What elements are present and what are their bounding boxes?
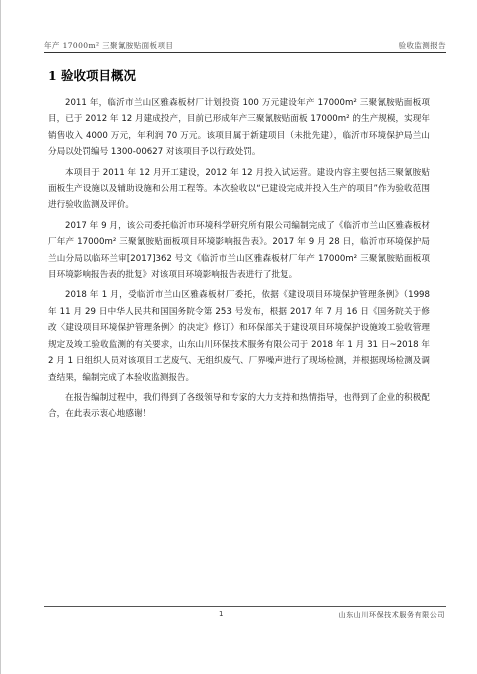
paragraph: 本项目于 2011 年 12 月开工建设，2012 年 12 月投入试运营。建设内容主要包括三聚氰胺贴面板生产设施以及辅助设施和公用工程等。本次验收以“已建设完成并投入生产的项目”作为验收范围进行验收监测及评价。 bbox=[48, 167, 430, 211]
footer-divider bbox=[44, 606, 446, 607]
body-text bbox=[48, 95, 430, 427]
paragraph: 2018 年 1 月，受临沂市兰山区雅森板材厂委托，依据《建设项目环境保护管理条例》（1998 年 11 月 29 日中华人民共和国国务院令第 253 号发布，根据 2017 年 7 月 16 日《国务院关于修改〈建设项目环境保护管理条例〉的决定》修订）和环保部关于建设项目环境保护设施竣工验收管理规定及竣工验收监测的有关要求，山东山川环保技术服务有限公司于 2018 年 1 月 31 日~2018 年 2 月 1 日组织人员对该项目工艺废气、无组织废气、厂界噪声进行了现场检测，并根据现场检测及调查结果，编制完成了本验收监测报告。 bbox=[48, 290, 430, 383]
page-number: 1 bbox=[219, 610, 224, 618]
section-title: 1 验收项目概况 bbox=[48, 68, 137, 83]
paragraph: 2011 年，临沂市兰山区雅森板材厂计划投资 100 万元建设年产 17000m² 三聚氰胺贴面板项目，已于 2012 年 12 月建成投产，目前已形成年产三聚氰胺贴面板 17000m² 的生产规模，实现年销售收入 4000 万元，年利润 70 万元。该项目属于新建项目（未批先建），临沂市环境保护局兰山分局以处罚编号 1300-00627 对该项目予以行政处罚。 bbox=[48, 98, 430, 158]
paragraph: 2017 年 9 月，该公司委托临沂市环境科学研究所有限公司编制完成了《临沂市兰山区雅森板材厂年产 17000m² 三聚氰胺贴面板项目环境影响报告表》。2017 年 9 月 28 日，临沂市环境保护局兰山分局以临环兰审[2017]362 号文《临沂市兰山区雅森板材厂年产 17000m² 三聚氰胺贴面板项目环境影响报告表的批复》对该项目环境影响报告表进行了批复。 bbox=[48, 220, 430, 281]
header-report-type: 验收监测报告 bbox=[398, 41, 446, 50]
page-header bbox=[44, 38, 446, 53]
header-project-name: 年产 17000m² 三聚氰胺贴面板项目 bbox=[44, 41, 174, 50]
paragraph: 在报告编制过程中，我们得到了各级领导和专家的大力支持和热情指导，也得到了企业的积极配合，在此表示衷心地感谢！ bbox=[48, 392, 430, 420]
footer-company-name: 山东山川环保技术服务有限公司 bbox=[338, 611, 445, 619]
page-left-border bbox=[0, 0, 1, 674]
